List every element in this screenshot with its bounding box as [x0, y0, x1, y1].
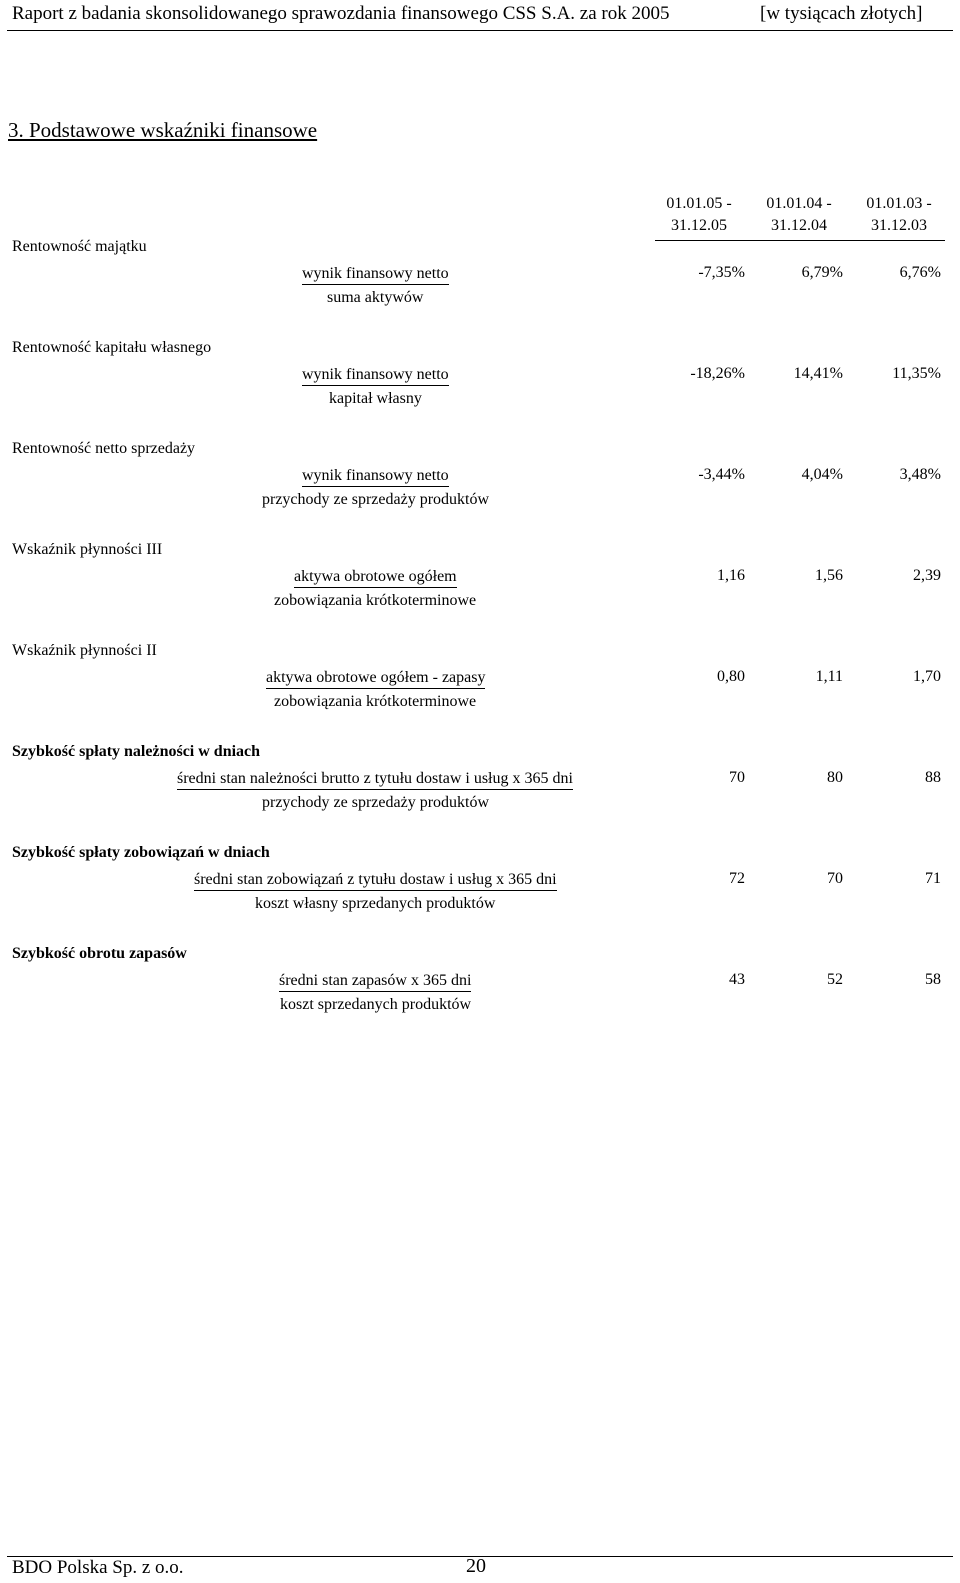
section-title: 3. Podstawowe wskaźniki finansowe [8, 118, 318, 142]
formula-denominator: suma aktywów [327, 289, 424, 306]
indicator-value: 4,04% [801, 466, 843, 483]
footer-company: BDO Polska Sp. z o.o. [12, 1557, 184, 1578]
indicator-value: 1,11 [815, 668, 843, 685]
indicator-value: 70 [827, 870, 843, 887]
period-header-divider [655, 240, 945, 241]
indicator-value: 11,35% [892, 365, 941, 382]
indicator-value: 6,76% [899, 264, 941, 281]
formula-numerator: wynik finansowy netto [302, 466, 449, 487]
period-header-line2: 31.12.05 [671, 217, 727, 234]
indicator-value: 2,39 [913, 567, 941, 584]
page-number: 20 [466, 1555, 486, 1577]
indicator-label: Szybkość spłaty należności w dniach [12, 743, 261, 760]
indicator-value: 0,80 [717, 668, 745, 685]
indicator-label: Szybkość spłaty zobowiązań w dniach [12, 844, 270, 861]
formula-numerator: średni stan zobowiązań z tytułu dostaw i usług x 365 dni [194, 870, 557, 891]
indicator-label: Rentowność majątku [12, 238, 147, 255]
indicator-label: Szybkość obrotu zapasów [12, 945, 187, 962]
indicator-label: Rentowność netto sprzedaży [12, 440, 196, 457]
indicator-value: 58 [925, 971, 941, 988]
indicator-value: 70 [729, 769, 745, 786]
indicator-value: 43 [729, 971, 745, 988]
indicator-value: -7,35% [698, 264, 745, 281]
indicator-value: 52 [827, 971, 843, 988]
period-header-line2: 31.12.03 [871, 217, 927, 234]
indicator-value: 71 [925, 870, 941, 887]
indicator-value: 88 [925, 769, 941, 786]
formula-numerator: wynik finansowy netto [302, 264, 449, 285]
indicator-value: 1,56 [815, 567, 843, 584]
period-header-2003 [856, 193, 942, 237]
formula-denominator: zobowiązania krótkoterminowe [274, 592, 477, 609]
formula-numerator: średni stan należności brutto z tytułu dostaw i usług x 365 dni [177, 769, 573, 790]
period-header-line1: 01.01.03 - [866, 195, 932, 212]
period-header-line2: 31.12.04 [771, 217, 827, 234]
report-header-unit: [w tysiącach złotych] [760, 3, 923, 24]
indicator-value: -3,44% [698, 466, 745, 483]
indicator-value: 1,70 [913, 668, 941, 685]
indicator-value: 80 [827, 769, 843, 786]
formula-numerator: wynik finansowy netto [302, 365, 449, 386]
period-header-line1: 01.01.05 - [666, 195, 732, 212]
formula-denominator: kapitał własny [329, 390, 422, 407]
formula-denominator: przychody ze sprzedaży produktów [262, 794, 490, 811]
period-header-line1: 01.01.04 - [766, 195, 832, 212]
formula-denominator: zobowiązania krótkoterminowe [274, 693, 477, 710]
indicator-value: 14,41% [793, 365, 843, 382]
period-header-2004 [756, 193, 842, 237]
indicator-value: 6,79% [801, 264, 843, 281]
indicator-value: 3,48% [899, 466, 941, 483]
formula-denominator: koszt sprzedanych produktów [280, 996, 472, 1013]
header-divider [7, 30, 953, 31]
formula-numerator: średni stan zapasów x 365 dni [279, 971, 471, 992]
indicator-label: Wskaźnik płynności III [12, 541, 163, 558]
indicator-label: Wskaźnik płynności II [12, 642, 157, 659]
indicator-value: -18,26% [690, 365, 745, 382]
formula-numerator: aktywa obrotowe ogółem - zapasy [266, 668, 485, 689]
formula-denominator: przychody ze sprzedaży produktów [262, 491, 490, 508]
report-header-title: Raport z badania skonsolidowanego sprawozdania finansowego CSS S.A. za rok 2005 [12, 3, 670, 24]
indicator-value: 1,16 [717, 567, 745, 584]
period-header-2005 [656, 193, 742, 237]
formula-denominator: koszt własny sprzedanych produktów [255, 895, 496, 912]
indicator-value: 72 [729, 870, 745, 887]
indicator-label: Rentowność kapitału własnego [12, 339, 212, 356]
formula-numerator: aktywa obrotowe ogółem [294, 567, 457, 588]
